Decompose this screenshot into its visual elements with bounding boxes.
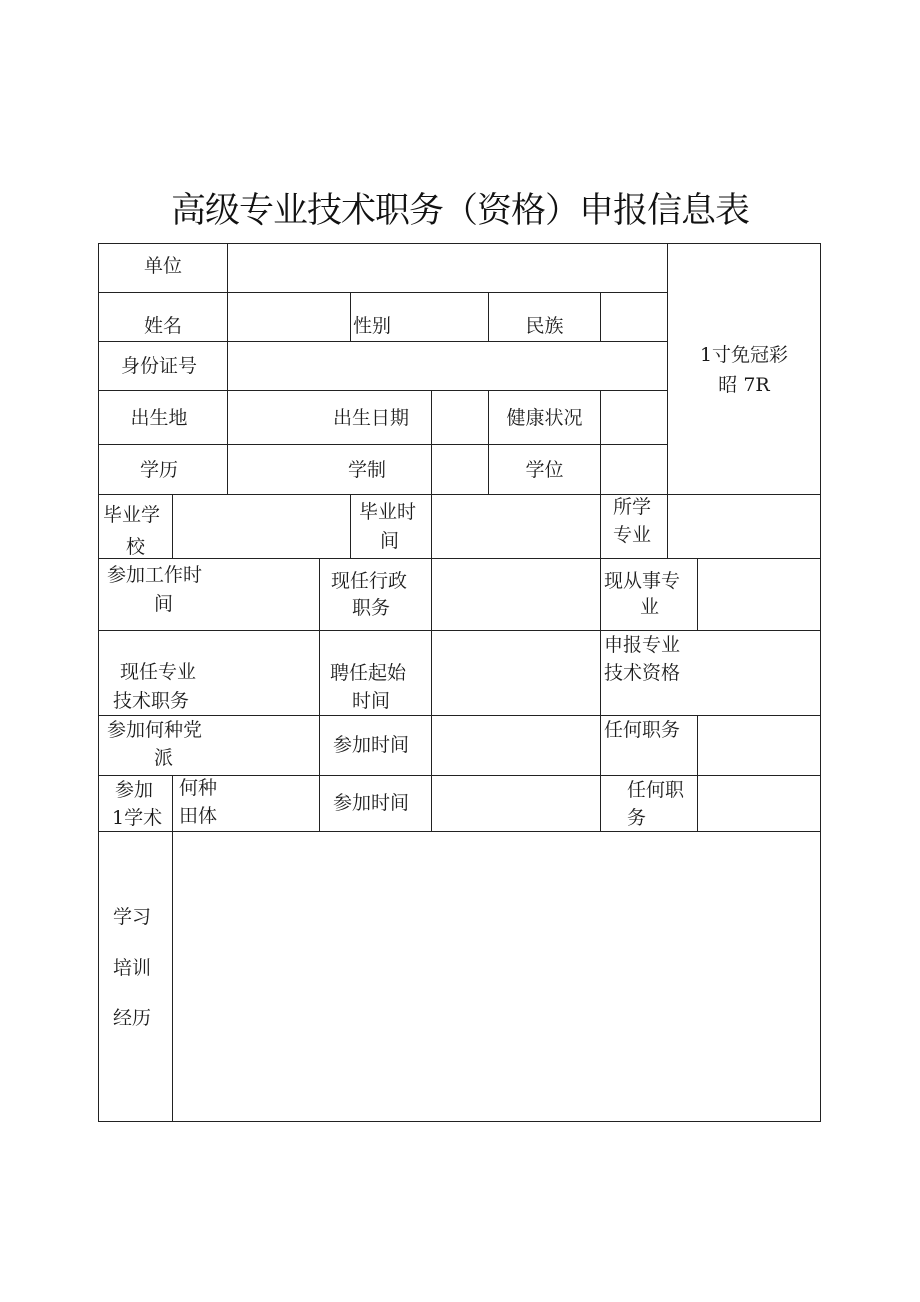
degree-field[interactable] [601,445,667,494]
acad-join-time-field[interactable] [432,776,600,831]
acad-post-label-line2: 务 [627,807,647,829]
degree-label: 学位 [525,459,564,481]
id-number-field[interactable] [228,342,667,390]
admin-post-label-line2: 职务 [352,597,391,619]
acad-label-line2: 1学术 [112,807,163,829]
unit-label: 单位 [143,255,182,277]
birth-date-label: 出生日期 [333,407,410,429]
photo-placeholder[interactable] [668,340,820,400]
tech-post-label-line2: 技术职务 [113,690,190,712]
birthplace-label: 出生地 [130,407,188,429]
schooling-years-field[interactable] [432,445,488,494]
apply-qual-label-line2: 技术资格 [604,662,681,684]
acad-label-line1: 参加 [115,779,154,801]
work-start-label-line1: 参加工作时 [107,564,203,586]
acad-org-label-line1: 何种 [179,777,218,799]
party-post-field[interactable] [698,716,820,775]
grad-time-field[interactable] [432,495,600,558]
acad-join-time-label: 参加时间 [333,792,410,814]
grad-school-label-line2: 校 [125,536,145,558]
study-label-line1: 学习 [113,906,152,928]
acad-post-field[interactable] [698,776,820,831]
grad-school-field[interactable] [173,495,350,558]
party-label-line1: 参加何种党 [107,719,203,741]
study-label-line2: 培训 [113,957,152,979]
gender-label: 性别 [353,315,392,337]
health-label: 健康状况 [506,407,583,429]
work-start-label-line2: 间 [154,593,174,615]
tech-post-label-line1: 现任专业 [120,661,197,683]
appoint-start-label-line2: 时间 [352,690,391,712]
major-label-line2: 专业 [613,524,652,546]
admin-post-field[interactable] [432,559,600,630]
acad-org-field[interactable] [230,776,319,831]
birth-date-field[interactable] [432,391,488,444]
ethnicity-field[interactable] [601,293,667,341]
current-field-label-line2: 业 [640,596,660,618]
apply-qual-field[interactable] [698,631,820,715]
unit-field[interactable] [228,244,667,292]
gender-field[interactable] [400,293,488,341]
acad-org-label-line2: 田体 [179,805,218,827]
grad-school-label-line1: 毕业学 [103,504,161,526]
study-label-line3: 经历 [113,1007,152,1029]
grad-time-label-line1: 毕业时 [359,501,417,523]
form-title: 高级专业技术职务（资格）申报信息表 [170,191,749,231]
birthplace-field[interactable] [228,391,328,444]
health-field[interactable] [601,391,667,444]
tech-post-field[interactable] [230,631,319,715]
major-field[interactable] [668,495,820,558]
admin-post-label-line1: 现任行政 [331,570,408,592]
study-history-field[interactable] [173,832,820,1121]
major-label-line1: 所学 [613,496,652,518]
party-join-time-label: 参加时间 [333,734,410,756]
name-label: 姓名 [143,315,182,337]
name-field[interactable] [228,293,350,341]
acad-post-label-line1: 任何职 [627,779,685,801]
appoint-start-field[interactable] [432,631,600,715]
education-field[interactable] [228,445,338,494]
id-number-label: 身份证号 [120,355,197,377]
apply-qual-label-line1: 申报专业 [604,634,681,656]
party-post-label: 任何职务 [604,719,681,741]
party-field[interactable] [230,716,319,775]
current-field-label-line1: 现从事专 [604,570,681,592]
schooling-years-label: 学制 [348,459,387,481]
appoint-start-label-line1: 聘任起始 [330,662,407,684]
ethnicity-label: 民族 [525,315,564,337]
photo-text-line2: 昭 7R [718,374,770,396]
education-label: 学历 [139,459,178,481]
party-join-time-field[interactable] [432,716,600,775]
current-field-field[interactable] [698,559,820,630]
grad-time-label-line2: 间 [380,530,400,552]
party-label-line2: 派 [154,747,174,769]
work-start-field[interactable] [230,559,319,630]
photo-text-line1: 1寸免冠彩 [699,344,789,366]
